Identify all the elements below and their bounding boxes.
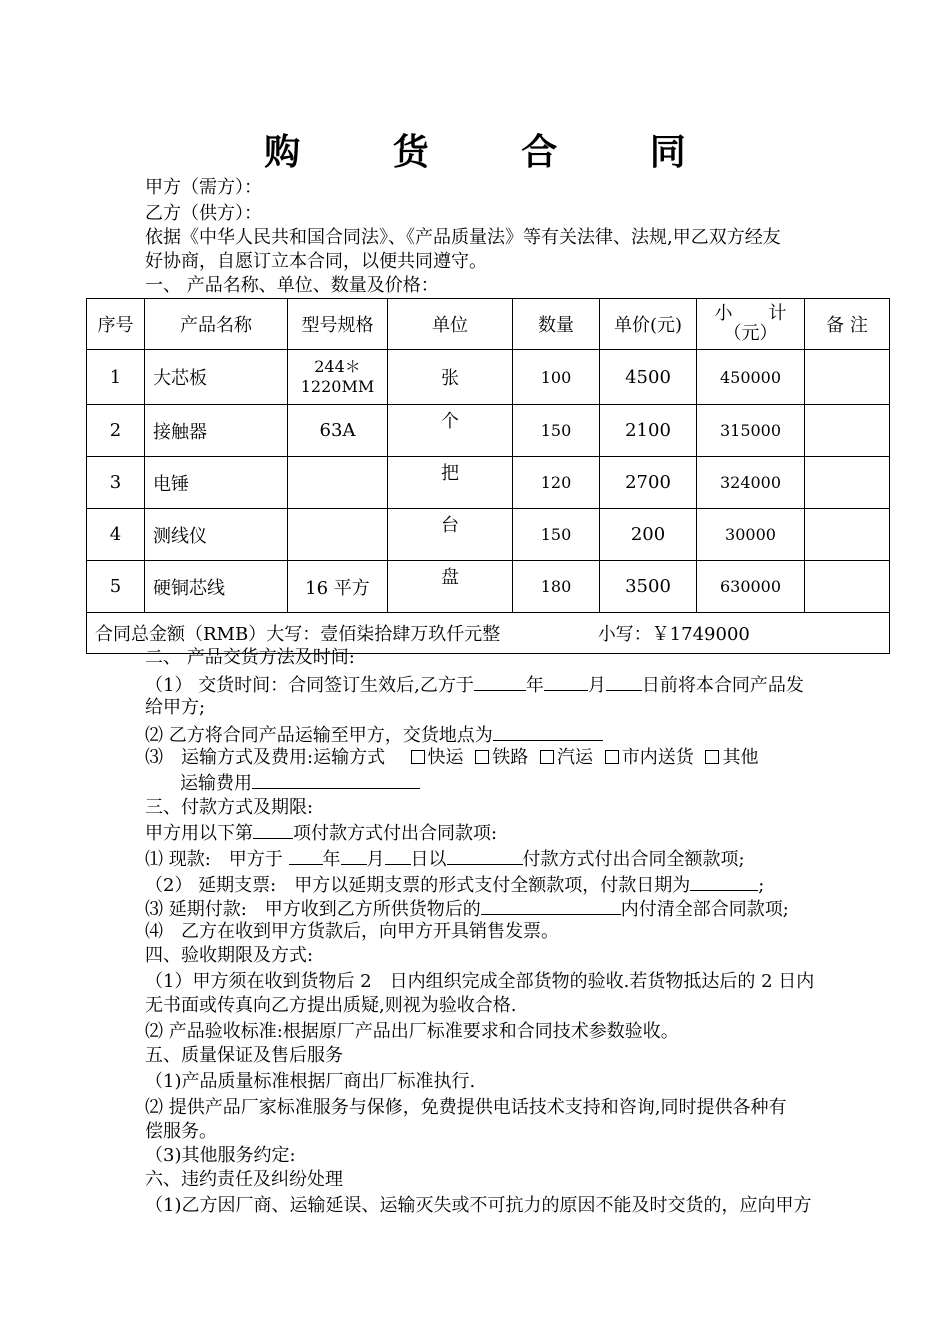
month-label: 月 [587, 675, 606, 696]
blank-year[interactable] [474, 672, 526, 691]
cell-seq: 5 [87, 561, 145, 613]
header-spec: 型号规格 [288, 299, 388, 350]
blank-pay-day[interactable] [385, 846, 411, 865]
s2-item-2-text: ⑵ 乙方将合同产品运输至甲方，交货地点为 [145, 725, 493, 746]
header-remark: 备 注 [805, 299, 890, 350]
cell-seq: 3 [87, 457, 145, 509]
cell-remark [805, 509, 890, 561]
s4-item-2: ⑵ 产品验收标准:根据原厂产品出厂标准要求和合同技术参数验收。 [145, 1021, 679, 1042]
party-a-line: 甲方（需方）： [145, 177, 262, 198]
total-upper: 合同总金额（RMB）大写：壹佰柒拾肆万玖仟元整 [95, 624, 501, 645]
s2-item-2 [145, 722, 603, 748]
s2-item-1-tail: 日前将本合同产品发 [641, 675, 804, 696]
s3-item-2-tail: ; [758, 875, 765, 896]
blank-check-date[interactable] [690, 872, 758, 891]
s5-item-1: （1)产品质量标准根据厂商出厂标准执行. [145, 1071, 476, 1092]
cell-seq: 4 [87, 509, 145, 561]
cell-remark [805, 561, 890, 613]
option-rail: 铁路 [492, 747, 529, 768]
option-truck: 汽运 [557, 747, 594, 768]
checkbox-other[interactable] [705, 750, 719, 764]
s3-intro-tail: 项付款方式付出合同款项: [293, 823, 498, 844]
table-row [87, 350, 890, 405]
section-6-heading: 六、违约责任及纠纷处理 [145, 1169, 343, 1190]
cell-price: 2100 [600, 405, 697, 457]
cell-unit: 把 [388, 457, 513, 509]
cell-qty: 150 [513, 405, 600, 457]
cell-unit: 张 [388, 350, 513, 405]
s3-item-1-tail: 付款方式付出合同全额款项; [522, 849, 745, 870]
section-1-heading: 一、 产品名称、单位、数量及价格： [145, 275, 439, 296]
section-5-heading: 五、质量保证及售后服务 [145, 1045, 343, 1066]
cell-price: 3500 [600, 561, 697, 613]
s5-item-3: （3)其他服务约定: [145, 1145, 296, 1166]
checkbox-express[interactable] [411, 750, 425, 764]
cell-name: 硬铜芯线 [145, 561, 288, 613]
cell-subtotal: 450000 [697, 350, 805, 405]
s4-item-1-cont: 无书面或传真向乙方提出质疑,则视为验收合格. [145, 995, 517, 1016]
cell-seq: 1 [87, 350, 145, 405]
blank-fee[interactable] [252, 770, 420, 789]
s3-item-3-text: ⑶ 延期付款: 甲方收到乙方所供货物后的 [145, 899, 481, 920]
cell-unit: 台 [388, 509, 513, 561]
blank-pay-year[interactable] [289, 846, 323, 865]
s3-item-3-tail: 内付清全部合同款项; [620, 899, 789, 920]
s3-item-2 [145, 872, 764, 898]
cell-remark [805, 405, 890, 457]
s2-item-1 [145, 672, 804, 698]
table-row [87, 561, 890, 613]
s3-intro [145, 820, 497, 846]
cell-subtotal: 30000 [697, 509, 805, 561]
s4-item-1: （1）甲方须在收到货物后 2 日内组织完成全部货物的验收.若货物抵达后的 2 日内 [145, 971, 815, 992]
s2-item-1-text: （1） 交货时间：合同签订生效后,乙方于 [145, 675, 474, 696]
cell-seq: 2 [87, 405, 145, 457]
cell-spec-line-2: 1220MM [300, 377, 375, 396]
header-seq: 序号 [87, 299, 145, 350]
cell-name: 测线仪 [145, 509, 288, 561]
blank-month[interactable] [544, 672, 588, 691]
cell-name: 大芯板 [145, 350, 288, 405]
preamble-line-1: 依据《中华人民共和国合同法》、《产品质量法》等有关法律、法规,甲乙双方经友 [145, 227, 781, 248]
blank-pay-method[interactable] [447, 846, 523, 865]
blank-pay-month[interactable] [341, 846, 367, 865]
year-label: 年 [525, 675, 544, 696]
blank-deferred-period[interactable] [481, 896, 621, 915]
checkbox-local[interactable] [605, 750, 619, 764]
pay-day-label: 日以 [410, 849, 447, 870]
blank-delivery-place[interactable] [493, 722, 603, 741]
cell-subtotal: 324000 [697, 457, 805, 509]
cell-spec: 63A [288, 405, 388, 457]
cell-qty: 180 [513, 561, 600, 613]
fee-label: 运输费用 [180, 773, 252, 794]
table-row [87, 509, 890, 561]
blank-method-no[interactable] [253, 820, 293, 839]
table-header-row [87, 299, 890, 350]
cell-price: 200 [600, 509, 697, 561]
pay-year-label: 年 [322, 849, 341, 870]
s2-fee-line [180, 770, 420, 796]
s3-item-2-text: （2） 延期支票: 甲方以延期支票的形式支付全额款项，付款日期为 [145, 875, 691, 896]
section-2-heading: 二、 产品交货方法及时间: [145, 647, 355, 668]
cell-spec [288, 509, 388, 561]
cell-spec [288, 457, 388, 509]
cell-unit: 个 [388, 405, 513, 457]
total-lower: 小写：￥1749000 [597, 624, 750, 645]
cell-unit: 盘 [388, 561, 513, 613]
cell-qty: 120 [513, 457, 600, 509]
cell-remark [805, 457, 890, 509]
cell-name: 接触器 [145, 405, 288, 457]
pay-month-label: 月 [366, 849, 385, 870]
header-unit: 单位 [388, 299, 513, 350]
preamble-line-2: 好协商，自愿订立本合同，以便共同遵守。 [145, 251, 487, 272]
s6-item-1: （1)乙方因厂商、运输延误、运输灭失或不可抗力的原因不能及时交货的，应向甲方 [145, 1195, 812, 1216]
cell-spec: 16 平方 [288, 561, 388, 613]
s5-item-2: ⑵ 提供产品厂家标准服务与保修，免费提供电话技术支持和咨询,同时提供各种有 [145, 1097, 787, 1118]
cell-qty: 150 [513, 509, 600, 561]
cell-price: 2700 [600, 457, 697, 509]
cell-spec [288, 350, 388, 405]
checkbox-rail[interactable] [475, 750, 489, 764]
header-subtotal-line-2: （元） [723, 323, 778, 344]
s2-item-1-cont: 给甲方; [145, 697, 206, 718]
s3-item-1 [145, 846, 745, 872]
table-row [87, 405, 890, 457]
cell-qty: 100 [513, 350, 600, 405]
party-b-line: 乙方（供方）： [145, 203, 262, 224]
header-price: 单价(元) [600, 299, 697, 350]
contract-title: 购 货 合 同 [264, 131, 726, 173]
header-qty: 数量 [513, 299, 600, 350]
cell-spec-line-1: 244＊ [314, 357, 361, 376]
option-local: 市内送货 [621, 747, 694, 768]
section-4-heading: 四、验收期限及方式: [145, 945, 314, 966]
s2-item-3 [145, 746, 758, 770]
header-name: 产品名称 [145, 299, 288, 350]
s3-intro-text: 甲方用以下第 [145, 823, 253, 844]
cell-subtotal: 315000 [697, 405, 805, 457]
s3-item-1-text: ⑴ 现款: 甲方于 [145, 849, 283, 870]
blank-day[interactable] [606, 672, 642, 691]
cell-price: 4500 [600, 350, 697, 405]
cell-remark [805, 350, 890, 405]
checkbox-truck[interactable] [540, 750, 554, 764]
section-3-heading: 三、付款方式及期限: [145, 797, 314, 818]
s3-item-4: ⑷ 乙方在收到甲方货款后，向甲方开具销售发票。 [145, 921, 559, 942]
table-row [87, 457, 890, 509]
option-other: 其他 [722, 747, 759, 768]
cell-subtotal: 630000 [697, 561, 805, 613]
goods-table [86, 298, 890, 654]
header-subtotal-line-1: 小 计 [714, 303, 787, 324]
s2-item-3-text: ⑶ 运输方式及费用:运输方式 [145, 747, 386, 768]
cell-name: 电锤 [145, 457, 288, 509]
s5-item-2-cont: 偿服务。 [145, 1121, 217, 1142]
header-subtotal [697, 299, 805, 350]
option-express: 快运 [427, 747, 464, 768]
s3-item-3 [145, 896, 789, 922]
